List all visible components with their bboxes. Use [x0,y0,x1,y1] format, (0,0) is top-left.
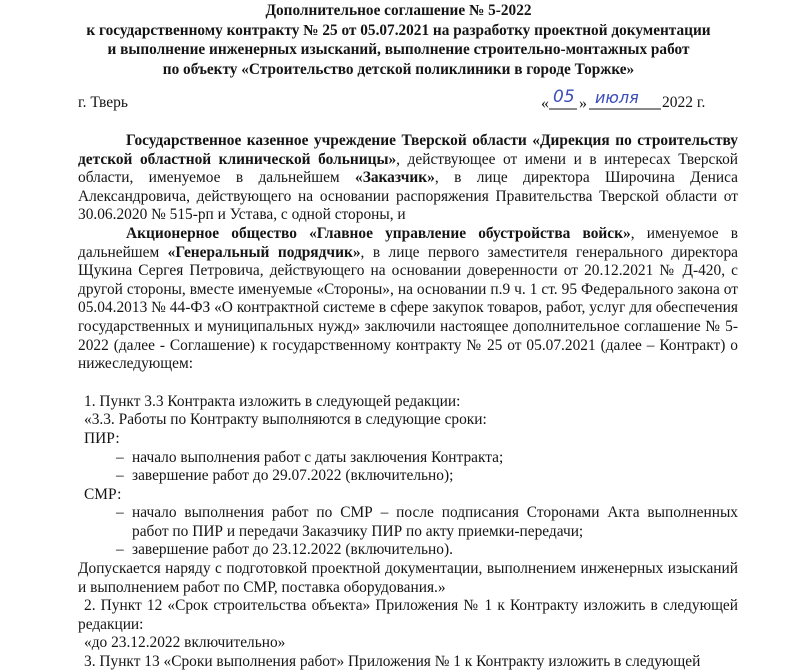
title-line-2: к государственному контракту № 25 от 05.07.2021 на разработку проектной документации [86,21,711,39]
list-dash: – [116,541,124,559]
handwritten-day: 05 [553,87,575,107]
date-open-quote: « [541,95,549,112]
title-line-1: Дополнительное соглашение № 5-2022 [265,2,532,19]
pir-label: ПИР: [84,429,120,447]
clause-1-quote: «3.3. Работы по Контракту выполняются в следующие сроки: [84,411,487,429]
contractor-name: Акционерное общество «Главное управление обустройства войск» [126,224,631,242]
clause-2-heading: 2. Пункт 12 «Срок строительства объекта» Приложения № 1 к Контракту изложить в следующей редакции: [78,597,738,633]
preamble-customer [78,132,738,225]
clause-2-quote: «до 23.12.2022 включительно» [84,634,286,652]
list-dash: – [116,504,124,522]
document-body [78,132,738,672]
document-title [0,1,797,79]
customer-name: Государственное казенное учреждение Тверской области «Дирекция по строительству детской областной клинической больницы» [78,132,738,168]
title-line-3: и выполнение инженерных изысканий, выполнение строительно-монтажных работ [107,41,690,58]
date [537,80,727,114]
list-dash: – [116,467,124,485]
title-line-4: по объекту «Строительство детской поликлиники в городе Торжке» [162,60,635,78]
clause-1-heading: 1. Пункт 3.3 Контракта изложить в следующей редакции: [84,392,461,410]
customer-text-2: , в лице директора Широчина Дениса Александровича, действующего на основании распоряжения Правительства Тверской области от 30.06.2020 № 515-рп и Устава, с одной стороны, и [78,169,738,224]
clause-3-partial: 3. Пункт 13 «Сроки выполнения работ» Приложения № 1 к Контракту изложить в следующей [84,653,701,671]
customer-text-1: , действующее от имени и в интересах Тверской области, именуемое в дальнейшем [78,150,738,187]
date-year: 2022 г. [662,94,706,111]
contractor-text-1: , именуемое в дальнейшем [78,224,738,261]
preamble-contractor [78,225,738,374]
smr-item: – завершение работ до 23.12.2022 (включительно). [116,541,453,559]
customer-alias: «Заказчик» [355,169,435,187]
place: г. Тверь [78,94,128,111]
contractor-alias: «Генеральный подрядчик» [167,243,361,261]
date-close-quote: » [579,95,587,112]
smr-item: – начало выполнения работ по СМР – после подписания Сторонами Акта выполненных работ по ПИР и передачи Заказчику ПИР по акту приемки-передачи; [116,504,738,540]
list-dash: – [116,448,124,466]
handwritten-month: июля [595,88,639,107]
pir-item: – начало выполнения работ с даты заключения Контракта; [116,448,504,466]
smr-label: СМР: [84,485,122,503]
allowed-paragraph: Допускается наряду с подготовкой проектной документации, выполнением инженерных изысканий и выполнением работ по СМР, поставка оборудования.» [78,560,738,596]
contractor-text-2: , в лице первого заместителя генерального директора Щукина Сергея Петровича, действующего на основании доверенности от 20.12.2021 № Д-420, с другой стороны, вместе именуемые «Стороны», на основании п.9 ч. 1 ст. 95 Федерального закона от 05.04.2013 № 44-ФЗ «О контрактной системе в сфере закупок товаров, работ, услуг для обеспечения государственных и муниципальных нужд» заключили настоящее дополнительное соглашение № 5-2022 (далее - Соглашение) к государственному контракту № 25 от 05.07.2021 (далее – Контракт) о нижеследующем: [78,243,738,373]
pir-item: – завершение работ до 29.07.2022 (включительно); [116,467,454,485]
